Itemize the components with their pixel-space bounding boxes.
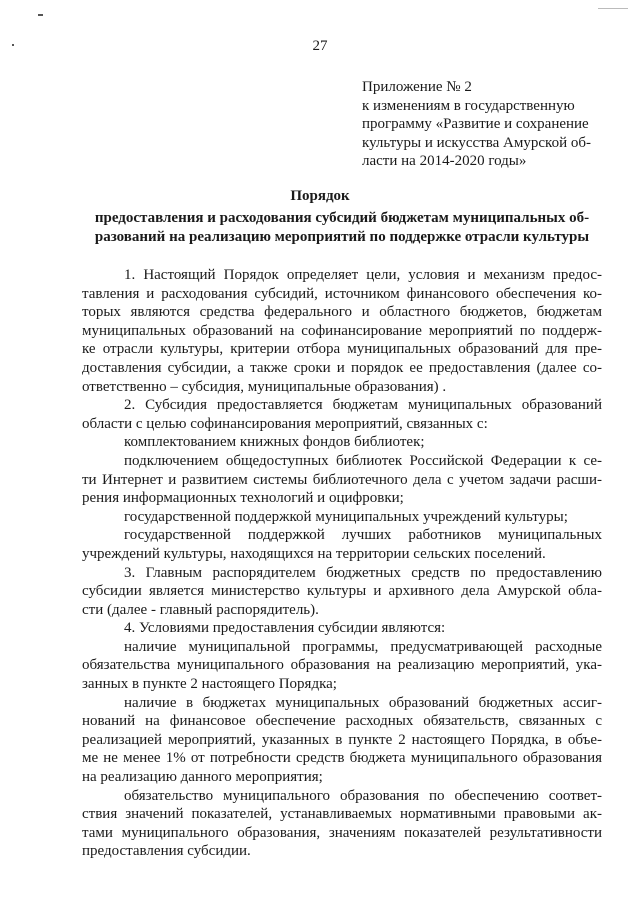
document-body (82, 266, 602, 861)
appendix-line: ласти на 2014-2020 годы» (362, 153, 527, 169)
body-text-line: государственной поддержкой муниципальных учреждений культуры; (124, 508, 568, 525)
page-number: 27 (312, 38, 328, 54)
body-text-line: ствия значений показателей, устанавливаемых нормативными правовыми ак- (82, 806, 602, 823)
body-text-line: занных в пункте 2 настоящего Порядка; (82, 676, 337, 693)
body-text-line: учреждений культуры, находящихся на территории сельских поселений. (82, 545, 546, 562)
document-subtitle (86, 209, 598, 247)
scan-mark (38, 14, 43, 16)
body-text-line: реализацией мероприятий, указанных в пункте 2 настоящего Порядка, в объе- (82, 731, 602, 748)
body-text-line: тами муниципального образования, значениям показателей результативности (82, 824, 602, 841)
body-text-line: ке отрасли культуры, критерии отбора муниципальных образований для пре- (82, 341, 602, 358)
body-text-line: 3. Главным распорядителем бюджетных средств по предоставлению (124, 564, 602, 581)
body-text-line: торых являются средства федерального и областного бюджетов, бюджетам (82, 304, 602, 321)
body-text-line: доставления субсидии, а также сроки и порядок ее предоставления (далее со- (82, 359, 602, 376)
body-text-line: обязательства муниципального образования на реализацию мероприятий, ука- (82, 657, 602, 674)
body-text-line: 2. Субсидия предоставляется бюджетам муниципальных образований (124, 397, 602, 414)
subtitle-line: предоставления и расходования субсидий бюджетам муниципальных об- (94, 210, 590, 226)
body-text-line: комплектованием книжных фондов библиотек; (124, 434, 425, 451)
appendix-header (362, 78, 602, 171)
appendix-line: программу «Развитие и сохранение (362, 116, 589, 132)
appendix-line: к изменениям в государственную (362, 97, 575, 114)
body-text-line: рения информационных технологий и оцифровки; (82, 490, 404, 507)
scan-mark (598, 8, 628, 9)
body-text-line: 4. Условиями предоставления субсидии являются: (124, 620, 446, 637)
body-text-line: ме не менее 1% от потребности средств бюджета муниципального образования (82, 750, 602, 767)
body-text-line: предоставления субсидии. (82, 843, 251, 860)
body-text-line: наличие муниципальной программы, предусматривающей расходные (124, 638, 602, 655)
body-text-line: 1. Настоящий Порядок определяет цели, условия и механизм предос- (124, 267, 602, 283)
appendix-line: Приложение № 2 (362, 79, 472, 95)
body-text-line: субсидии является министерство культуры и архивного дела Амурской обла- (82, 583, 602, 600)
body-text-line: наличие в бюджетах муниципальных образований бюджетных ассиг- (124, 694, 602, 711)
body-text-line: ответственно – субсидия, муниципальные образования) . (82, 378, 447, 395)
body-text-line: сти (далее - главный распорядитель). (82, 601, 319, 618)
body-text-line: обязательство муниципального образования по обеспечению соответ- (124, 787, 602, 804)
body-text-line: государственной поддержкой лучших работников муниципальных (124, 527, 602, 544)
body-text-line: области с целью софинансирования мероприятий, связанных с: (82, 415, 488, 432)
body-text-line: ти Интернет и развитием системы библиотечного дела с учетом задачи расши- (82, 471, 602, 488)
appendix-line: культуры и искусства Амурской об- (362, 134, 591, 151)
body-text-line: на реализацию данного мероприятия; (82, 769, 323, 786)
subtitle-line: разований на реализацию мероприятий по поддержке отрасли культуры (94, 229, 590, 245)
document-title: Порядок (290, 188, 350, 204)
body-text-line: тавления и расходования субсидий, источником финансового обеспечения ко- (82, 285, 602, 302)
body-text-line: подключением общедоступных библиотек Российской Федерации к се- (124, 452, 602, 469)
body-text-line: муниципальных образований на софинансирование мероприятий по поддерж- (82, 322, 602, 339)
body-text-line: нований на финансовое обеспечение расходных обязательств, связанных с (82, 713, 602, 730)
